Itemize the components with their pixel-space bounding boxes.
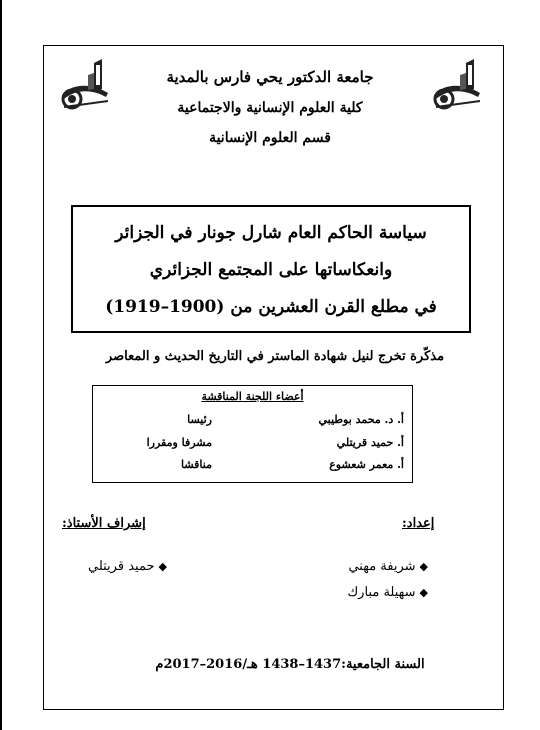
committee-title: أعضاء اللجنة المناقشة (201, 390, 304, 403)
committee-member-role: مشرفا ومقررا (146, 436, 212, 449)
student-item (347, 585, 428, 600)
committee-member-name: أ. معمر شعشوع (329, 458, 404, 471)
thesis-title-line-2: وانعكاساتها على المجتمع الجزائري (149, 260, 393, 280)
student-item (348, 559, 428, 574)
department-name: قسم العلوم الإنسانية (209, 130, 331, 146)
student-name: شريفة مهني (348, 559, 416, 574)
diamond-bullet-icon: ◆ (419, 560, 428, 573)
committee-member-name: أ. د. محمد بوطيبي (318, 413, 404, 426)
thesis-title-line-1: سياسة الحاكم العام شارل جونار في الجزائر (115, 223, 427, 243)
supervisor-item (88, 559, 167, 574)
student-name: سهيلة مبارك (347, 585, 416, 600)
academic-year: السنة الجامعية:1437–1438 هـ/2016–2017م (155, 657, 425, 672)
university-name: جامعة الدكتور يحي فارس بالمدية (166, 68, 374, 86)
committee-box (92, 385, 413, 483)
supervision-label: إشراف الأستاذ: (62, 516, 146, 531)
faculty-name: كلية العلوم الإنسانية والاجتماعية (177, 100, 363, 116)
diamond-bullet-icon: ◆ (419, 586, 428, 599)
thesis-title-box (71, 205, 471, 333)
diamond-bullet-icon: ◆ (158, 560, 167, 573)
preparation-label: إعداد: (402, 516, 435, 531)
university-logo-icon (430, 55, 484, 115)
thesis-title-line-3: في مطلع القرن العشرين من (1900–1919) (105, 297, 437, 317)
committee-member-name: أ. حميد قريتلي (336, 436, 404, 449)
supervisor-name: حميد قريتلي (88, 559, 155, 574)
committee-member-role: رئيسا (187, 413, 212, 426)
left-margin-line (0, 0, 2, 730)
committee-member-role: مناقشا (181, 458, 212, 471)
degree-statement: مذكّرة تخرج لنيل شهادة الماستر في التاريخ الحديث و المعاصر (105, 349, 445, 364)
university-logo-icon (58, 55, 112, 115)
